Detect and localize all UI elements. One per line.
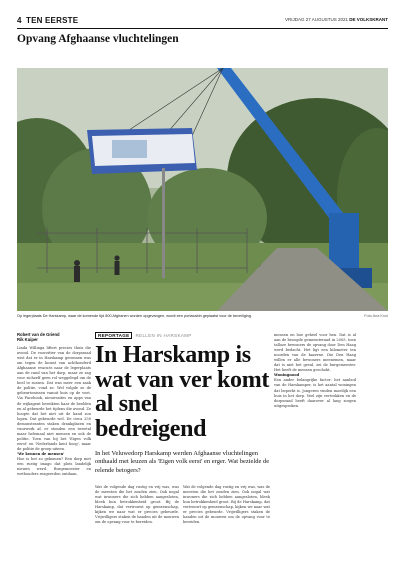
- photo-caption-bar: [17, 314, 388, 318]
- article-label: REPORTAGE: [95, 332, 132, 339]
- page-header: [17, 16, 388, 26]
- article-photo: [17, 68, 388, 311]
- article-column-2b: [183, 485, 270, 577]
- author-name: Rik Kuiper: [17, 337, 38, 343]
- photo-caption: Op legerplaats De Harskamp, waar de komende tijd 800 Afghanen worden opgevangen, wordt een portacabin geplaatst voor de beveiliging.: [17, 314, 252, 318]
- article-sublabel: RELLEN IN HARSKAMP: [135, 333, 192, 338]
- kicker: [95, 333, 192, 338]
- author-name: Robert van de Griend: [17, 332, 60, 337]
- article-column-1: [17, 346, 91, 576]
- page-topic-headline: Opvang Afghaanse vluchtelingen: [17, 33, 179, 45]
- body-text: Een ander belangrijke factor: het aanbod van de Harskamper, is het aantal woningen dat beperkt is. Jongeren vinden moeilijk een huis in het dorp. Veel zijn vertrokken en de dorpsraad heeft daarover al lang zorgen uitgesproken.: [274, 378, 356, 408]
- body-text: mensen en hoe geheel voor hen. Dat is al aan de beoogde gemeenteraad in 2005, toen talloze bewoners de opvang door Den Haag werd bedacht. Het ligt een kilometer ten noorden van de kazerne. Die Den Haag willen er alle bewoners meenemen, maar dat is niet het geval, zei de burgemeester. Het heeft de mensen geschokt.: [274, 333, 356, 373]
- newspaper-name: DE VOLKSKRANT: [349, 17, 388, 22]
- header-rule: [17, 28, 388, 29]
- body-text: Wat de volgende dag rustig en vrij was, was de meesten die het zouden zien. Ook nogal wat inwoners die zich hebben aangesloten, bleek hun betrokkenheid groot. Bij de Harskamp, dat vertrouwt op gemeenschap, kijken we naar wat er precies gebeurde. Vrijwilligers staken de handen uit de mouwen om de opvang voor te bereiden.: [95, 485, 179, 525]
- section-title: TEN EERSTE: [26, 16, 79, 25]
- body-text: Wat de volgende dag rustig en vrij was, was de meesten die het zouden zien. Ook nogal wat inwoners die zich hebben aangesloten, bleek hun betrokkenheid groot. Bij de Harskamp, dat vertrouwt op gemeenschap, kijken we naar wat er precies gebeurde. Vrijwilligers staken de handen uit de mouwen om de opvang voor te bereiden.: [183, 485, 270, 525]
- article-column-4: [360, 333, 388, 577]
- issue-date: VRIJDAG 27 AUGUSTUS 2021: [284, 17, 348, 22]
- article-column-2: [95, 485, 179, 577]
- body-text: Hoe is het zo gekomen? Een dorp met een rustig imago dat plots landelijk nieuws werd. Burgemeester en wethouders reageerden ontdaan.: [17, 457, 91, 477]
- article-column-3: [274, 333, 356, 577]
- byline: [17, 332, 93, 343]
- photo-credit: Foto Ana Knol: [364, 314, 388, 318]
- article-lead: In het Veluwedorp Harskamp werden Afghaanse vluchtelingen onthaald met leuzen als 'Eigen volk eerst' en erger. Wat bezielde de relende betogers?: [95, 450, 270, 474]
- photo-illustration: [17, 68, 388, 311]
- subheading: 'We kennen de mensen': [17, 451, 65, 456]
- dateline: [285, 17, 388, 22]
- body-text: Linda Willinga liftert precies thuis die avond. De voorzitter van de dorpsraad wist dat er in Harskamp geronnen was om tegen de komst van achthonderd Afghaanse evacués naar de legerplaats aan de rand van het dorp, maar ze zag voor zichzelf geen rol weggelegd om de boel te sussen. Dat was meer een zaak de politie, vond ze. Wel volgde ze de gebeurtenissen vanuit huis op de voet. Via Facebook, nieuwssites en apps van de wijkagent bereikten haar de beelden en al gebeurde het tijdens die avond. Ze hoopte dat het niet uit de hand zou lopen. Dat gebeurde wel. De circa 250 demonstranten staken drankglazen en vuurwerk af, er stonden een tweetal maar helemaal niet mensen en ook de politie. Toen van bij het 'Eigen volk eerst' en 'Nederlands kent hoog', maar de politie de groep uiteen.: [17, 346, 91, 451]
- page-number: 4: [17, 16, 22, 25]
- subheading: Woningnood: [274, 373, 300, 378]
- article-headline: In Harskamp is wat van ver komt al snel bedreigend: [95, 342, 270, 442]
